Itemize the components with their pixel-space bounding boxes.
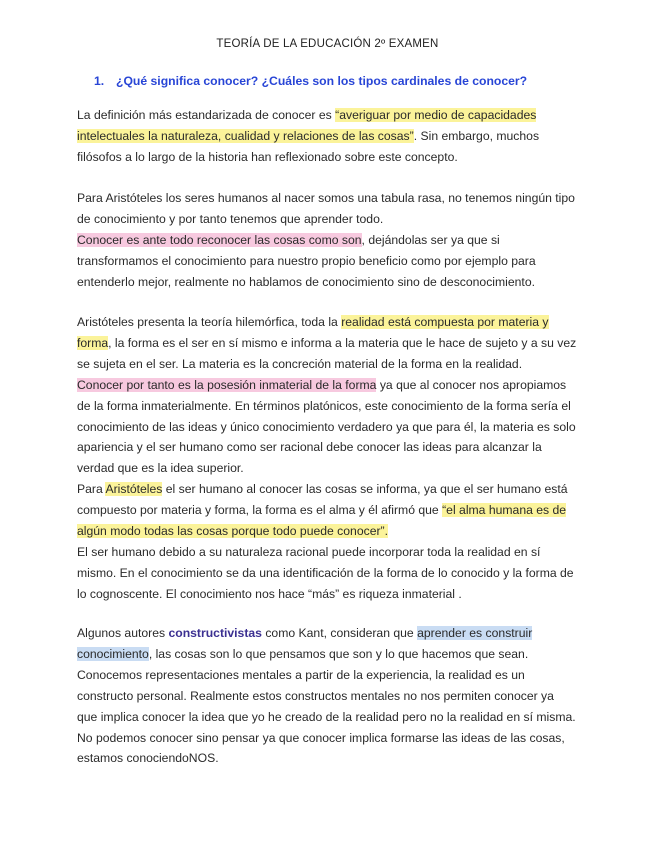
text-run: como Kant, consideran que [261, 626, 418, 640]
text-run: , dejándolas ser ya que si transformamos el conocimiento para nuestro propio beneficio como por ejemplo para entenderlo mejor, realmente no hablamos de conocimiento sino de desconocimiento. [77, 232, 536, 289]
paragraph-definition [77, 105, 577, 168]
highlight-yellow: “averiguar por medio de capacidades intelectuales la naturaleza, cualidad y relaciones de las cosas” [77, 108, 537, 143]
document-title: TEORÍA DE LA EDUCACIÓN 2º EXAMEN [216, 38, 439, 50]
paragraph-hylomorphism [77, 312, 577, 605]
highlight-yellow: “el alma humana es de algún modo todas las cosas porque todo puede conocer”. [77, 503, 567, 539]
question-number: 1. [94, 74, 105, 88]
text-run: ya que al conocer nos apropiamos de la forma inmaterialmente. En términos platónicos, este conocimiento de la forma sería el conocimiento de las ideas y único conocimiento verdadero ya que para él, la materia es solo apariencia y el ser humano como ser racional debe conocer las ideas para alcanzar la verdad que es la idea superior. [77, 377, 576, 476]
text-run: Algunos autores [77, 626, 169, 640]
text-run: Aristóteles presenta la teoría hilemórfica, toda la [77, 315, 342, 329]
text-run: Para Aristóteles los seres humanos al nacer somos una tabula rasa, no tenemos ningún tipo de conocimiento y por tanto tenemos que aprender todo. [77, 191, 575, 226]
text-run: . Sin embargo, muchos filósofos a lo largo de la historia han reflexionado sobre este concepto. [77, 128, 540, 164]
text-run: La definición más estandarizada de conocer es [77, 108, 336, 122]
text-run: , la forma es el ser en sí mismo e informa a la materia que le hace de sujeto y a su vez se sujeta en el ser. La materia es la concreción material de la forma en la realidad. [77, 335, 577, 371]
text-run: Para [77, 482, 106, 497]
highlight-pink: Conocer es ante todo reconocer las cosas como son [77, 232, 362, 247]
text-run: El ser humano debido a su naturaleza racional puede incorporar toda la realidad en sí mismo. En el conocimiento se da una identificación de la forma de lo conocido y la forma de lo cognoscente. El conocimiento nos hace “más” es riqueza inmaterial . [77, 544, 574, 601]
text-run: el ser humano al conocer las cosas se informa, ya que el ser humano está compuesto por materia y forma, la forma es el alma y él afirmó que [77, 482, 568, 518]
text-run: , las cosas son lo que pensamos que son y lo que hacemos que sean. Conocemos representaciones mentales a partir de la experiencia, la realidad es un constructo personal. Realmente estos constructos mentales no nos permiten conocer ya que implica conocer la idea que yo he creado de la realidad pero no la realidad en sí misma. No podemos conocer sino pensar ya que conocer implica formarse las ideas de las cosas, estamos conociendoNOS. [77, 646, 576, 766]
highlight-blue: aprender es construir conocimiento [77, 626, 533, 661]
question-heading [94, 74, 614, 88]
paragraph-aristotle-tabula-rasa [77, 188, 577, 293]
highlight-pink: Conocer por tanto es la posesión inmaterial de la forma [77, 377, 377, 392]
term-constructivistas: constructivistas [168, 626, 262, 640]
paragraph-constructivism [77, 623, 577, 769]
highlight-yellow: realidad está compuesta por materia y forma [77, 315, 549, 350]
question-text: ¿Qué significa conocer? ¿Cuáles son los tipos cardinales de conocer? [116, 74, 528, 88]
highlight-yellow: Aristóteles [105, 482, 163, 497]
